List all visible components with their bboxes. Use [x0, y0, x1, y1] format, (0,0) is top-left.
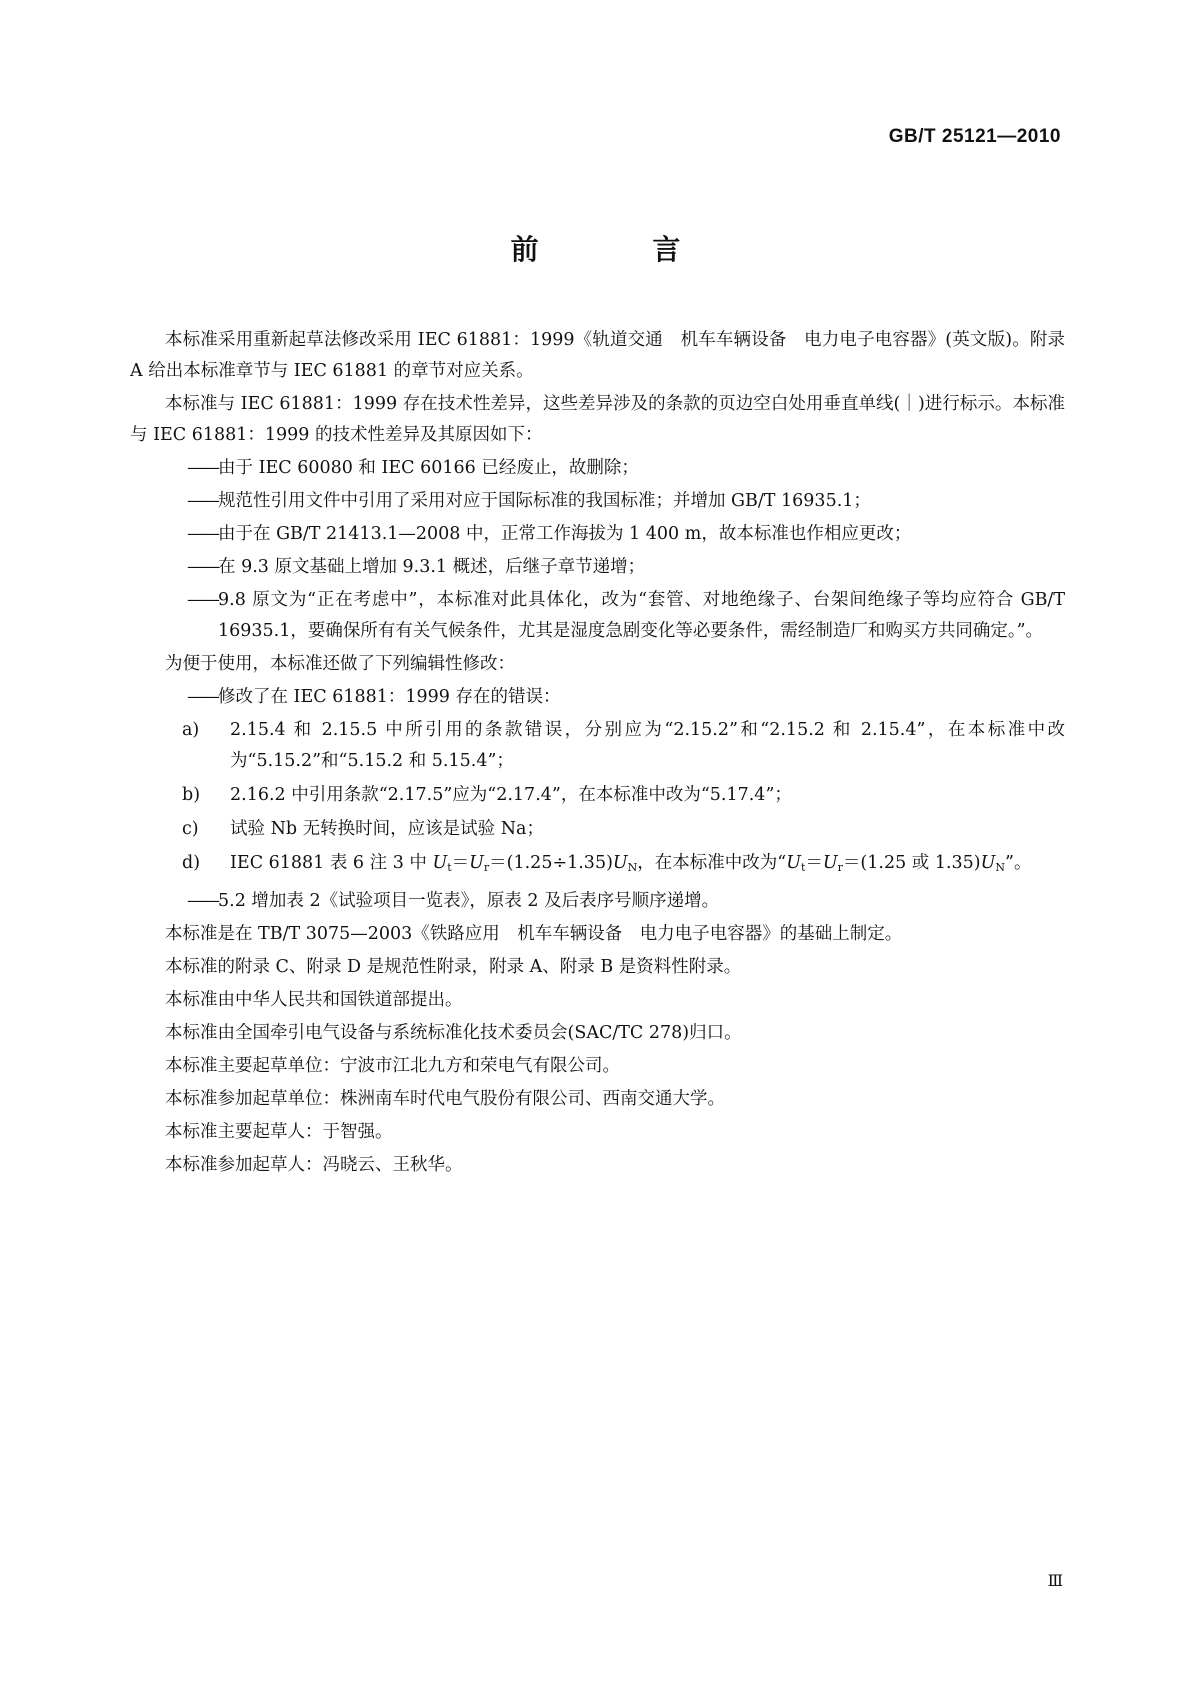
text-run: ”。 [1005, 853, 1032, 873]
text-run: ，在本标准中改为“ [637, 853, 787, 873]
paragraph: 本标准采用重新起草法修改采用 IEC 61881：1999《轨道交通 机车车辆设备 电力电子电容器》(英文版)。附录 A 给出本标准章节与 IEC 61881 的章节对应关系。 [130, 330, 1065, 381]
paragraph: 本标准主要起草单位：宁波市江北九方和荣电气有限公司。 [165, 1056, 620, 1076]
dash-text: 由于在 GB/T 21413.1—2008 中，正常工作海拔为 1 400 m，故本标准也作相应更改； [218, 524, 912, 544]
preface-body [130, 325, 1065, 1183]
subscript: N [627, 861, 638, 874]
list-marker: b) [182, 785, 201, 805]
paragraph: 本标准由中华人民共和国铁道部提出。 [165, 990, 463, 1010]
paragraph: 本标准参加起草单位：株洲南车时代电气股份有限公司、西南交通大学。 [165, 1089, 725, 1109]
paragraph: 本标准的附录 C、附录 D 是规范性附录，附录 A、附录 B 是资料性附录。 [165, 957, 742, 977]
dash-item [130, 453, 1065, 484]
text-run: ＝(1.25 或 1.35) [842, 853, 981, 873]
paragraph: 本标准由全国牵引电气设备与系统标准化技术委员会(SAC/TC 278)归口。 [165, 1023, 742, 1043]
symbol-u: U [822, 853, 838, 873]
list-text-formula [230, 848, 1065, 883]
dash-mark: —— [187, 891, 218, 911]
subscript: r [483, 861, 490, 874]
text-run: IEC 61881 表 6 注 3 中 [230, 853, 433, 873]
standard-code: GB/T 25121—2010 [888, 126, 1061, 147]
symbol-u: U [786, 853, 801, 873]
dash-text: 由于 IEC 60080 和 IEC 60166 已经废止，故删除； [218, 458, 639, 478]
dash-item [130, 585, 1065, 647]
dash-item [130, 486, 1065, 517]
paragraph: 本标准主要起草人：于智强。 [165, 1122, 393, 1142]
list-text: 2.15.4 和 2.15.5 中所引用的条款错误，分别应为“2.15.2”和“2.15.2 和 2.15.4”，在本标准中改为“5.15.2”和“5.15.2 和 5.15.4”； [230, 720, 1065, 771]
subscript: t [447, 861, 452, 874]
list-item [130, 780, 1065, 811]
paragraph: 为便于使用，本标准还做了下列编辑性修改： [165, 654, 515, 674]
dash-mark: —— [187, 491, 218, 511]
paragraph: 本标准参加起草人：冯晓云、王秋华。 [165, 1155, 463, 1175]
list-text: 试验 Nb 无转换时间，应该是试验 Na； [230, 819, 544, 839]
list-marker: c) [182, 819, 199, 839]
paragraph: 本标准是在 TB/T 3075—2003《铁路应用 机车车辆设备 电力电子电容器》的基础上制定。 [165, 924, 903, 944]
dash-mark: —— [187, 458, 218, 478]
list-item [130, 814, 1065, 845]
text-run: ＝(1.25÷1.35) [489, 853, 613, 873]
list-item [130, 715, 1065, 777]
subscript: N [995, 861, 1006, 874]
list-item [130, 848, 1065, 883]
dash-text: 在 9.3 原文基础上增加 9.3.1 概述，后继子章节递增； [218, 557, 646, 577]
dash-mark: —— [187, 687, 218, 707]
dash-mark: —— [187, 557, 218, 577]
dash-mark: —— [187, 590, 218, 610]
dash-text: 9.8 原文为“正在考虑中”，本标准对此具体化，改为“套管、对地绝缘子、台架间绝缘子等均应符合 GB/T 16935.1，要确保所有有关气候条件，尤其是湿度急剧变化等必要条件，需经制造厂和购买方共同确定。”。 [218, 590, 1065, 641]
list-text: 2.16.2 中引用条款“2.17.5”应为“2.17.4”，在本标准中改为“5.17.4”； [230, 785, 792, 805]
page-title: 前 言 [510, 233, 733, 266]
subscript: r [837, 861, 843, 874]
symbol-u: U [612, 853, 628, 873]
dash-text: 规范性引用文件中引用了采用对应于国际标准的我国标准；并增加 GB/T 16935.1； [218, 491, 871, 511]
page-number: Ⅲ [1047, 1571, 1063, 1590]
subscript: t [800, 861, 806, 874]
dash-item [130, 886, 1065, 917]
dash-item [130, 682, 1065, 713]
dash-text: 修改了在 IEC 61881：1999 存在的错误： [218, 687, 561, 707]
symbol-u: U [432, 853, 448, 873]
symbol-u: U [469, 853, 484, 873]
list-marker: a) [182, 720, 200, 740]
symbol-u: U [980, 853, 996, 873]
text-run: ＝ [451, 853, 470, 873]
dash-item [130, 552, 1065, 583]
list-marker: d) [182, 853, 201, 873]
dash-mark: —— [187, 524, 218, 544]
paragraph: 本标准与 IEC 61881：1999 存在技术性差异，这些差异涉及的条款的页边空白处用垂直单线(｜)进行标示。本标准与 IEC 61881：1999 的技术性差异及其原因如下： [130, 394, 1065, 445]
dash-text: 5.2 增加表 2《试验项目一览表》，原表 2 及后表序号顺序递增。 [218, 891, 720, 911]
dash-item [130, 519, 1065, 550]
text-run: ＝ [805, 853, 823, 873]
